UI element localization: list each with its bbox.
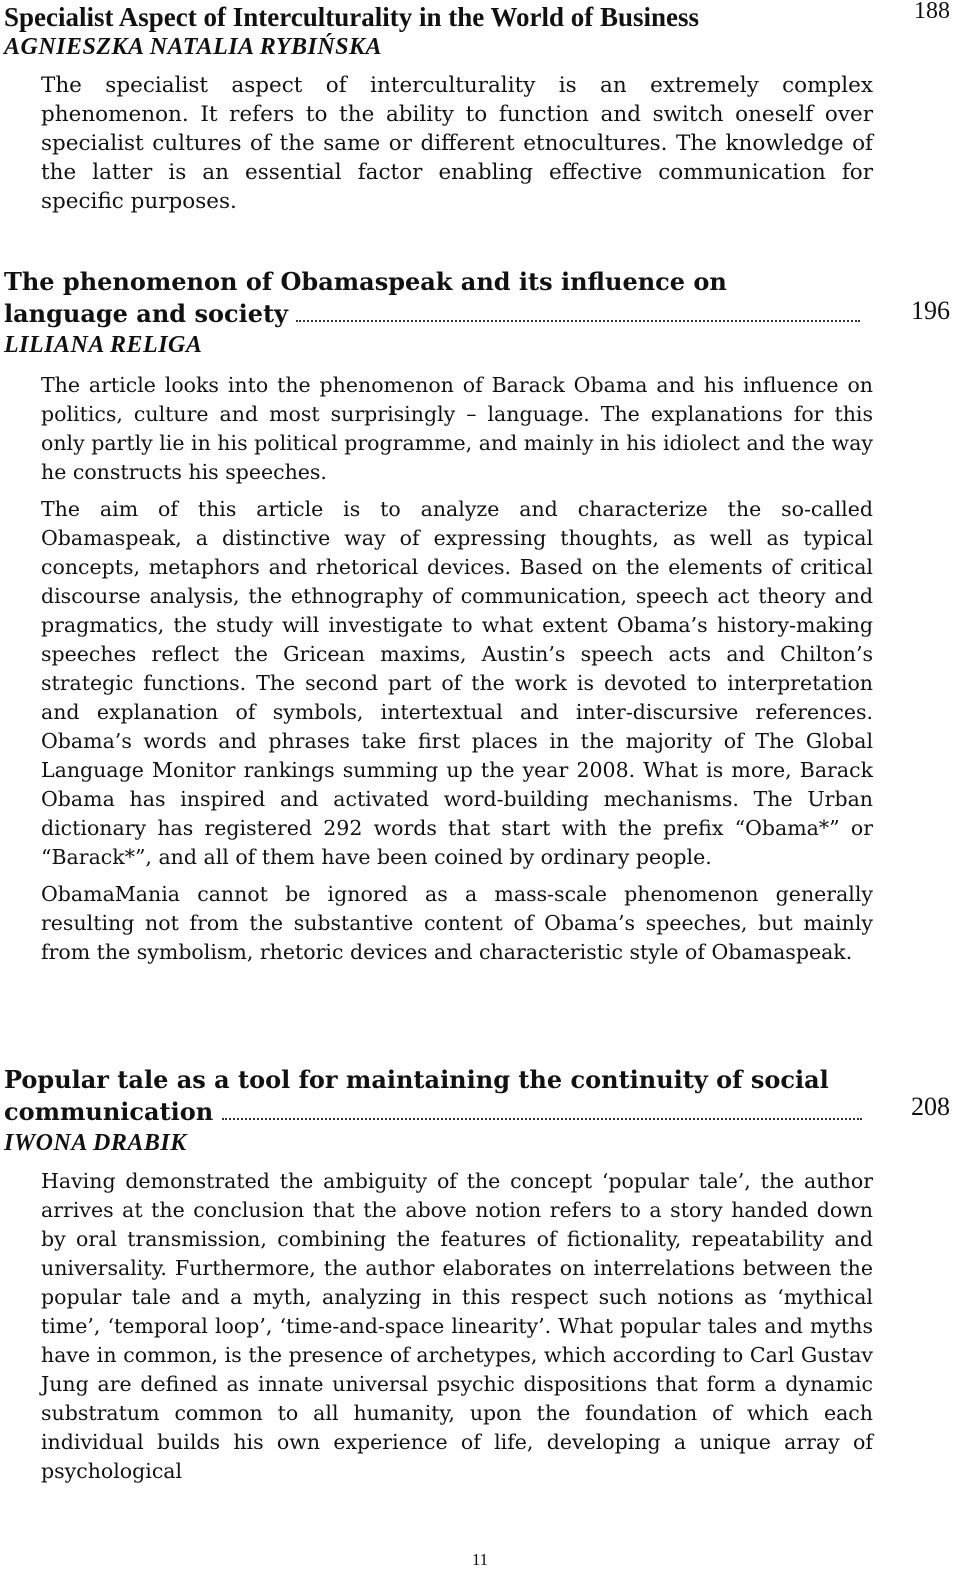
entry-author: IWONA DRABIK xyxy=(4,1130,187,1156)
toc-entry xyxy=(4,1064,960,1494)
entry-title-row xyxy=(4,0,960,34)
entry-title-line: language and society xyxy=(4,299,288,328)
dot-leader xyxy=(296,320,860,322)
abstract-paragraph: The aim of this article is to analyze and characterize the so-called Obamaspeak, a distinctive way of expressing thoughts, as well as typical concepts, metaphors and rhetorical devices. Based on the elements of critical discourse analysis, the ethnography of communication, speech act theory and pragmatics, the study will investigate to what extent Obama’s history-making speeches reflect the Gricean maxims, Austin’s speech acts and Chilton’s strategic functions. The second part of the work is devoted to interpretation and explanation of symbols, intertextual and inter-discursive references. Obama’s words and phrases take first places in the majority of The Global Language Monitor rankings summing up the year 2008. What is more, Barack Obama has inspired and activated word-building mechanisms. The Urban dictionary has registered 292 words that start with the prefix “Obama*” or “Barack*”, and all of them have been coined by ordinary people. xyxy=(41,497,873,869)
entry-page-number: 188 xyxy=(914,0,950,24)
page-footer-number: 11 xyxy=(471,1550,489,1569)
entry-title[interactable] xyxy=(4,266,876,330)
entry-title-row xyxy=(4,1064,960,1128)
entry-title-line: Popular tale as a tool for maintaining the continuity of social xyxy=(4,1065,829,1094)
entry-title-line: The phenomenon of Obamaspeak and its influence on xyxy=(4,267,727,296)
abstract-paragraph: Having demonstrated the ambiguity of the concept ‘popular tale’, the author arrives at the conclusion that the above notion refers to a story handed down by oral transmission, combining the features of fictionality, repeatability and universality. Furthermore, the author elaborates on interrelations between the popular tale and a myth, analyzing in this respect such notions as ‘mythical time’, ‘temporal loop’, ‘time-and-space linearity’. What popular tales and myths have in common, is the presence of archetypes, which according to Carl Gustav Jung are defined as innate universal psychic dispositions that form a dynamic substratum common to all humanity, upon the foundation of which each individual builds his own experience of life, developing a unique array of psychological xyxy=(41,1169,873,1483)
abstract-paragraph: The specialist aspect of interculturality is an extremely complex phenomenon. It refers to the ability to function and switch oneself over specialist cultures of the same or different etnocultures. The knowledge of the latter is an essential factor enabling effective communication for specific purposes. xyxy=(41,73,873,214)
entry-title[interactable]: Specialist Aspect of Interculturality in the World of Business xyxy=(4,2,700,32)
entry-page-number: 196 xyxy=(911,296,950,325)
toc-entry xyxy=(4,0,960,224)
entry-page-number: 208 xyxy=(911,1092,950,1121)
entry-author: LILIANA RELIGA xyxy=(4,332,203,358)
entry-title[interactable] xyxy=(4,1064,876,1128)
entry-title-line: communication xyxy=(4,1097,214,1126)
abstract-paragraph: ObamaMania cannot be ignored as a mass-scale phenomenon generally resulting not from the substantive content of Obama’s speeches, but mainly from the symbolism, rhetoric devices and characteristic style of Obamaspeak. xyxy=(41,882,873,964)
toc-entry xyxy=(4,266,960,975)
dot-leader xyxy=(222,1118,862,1120)
entry-abstract xyxy=(41,71,873,216)
entry-author: AGNIESZKA NATALIA RYBIŃSKA xyxy=(4,34,383,60)
entry-title-row xyxy=(4,266,960,330)
entry-abstract xyxy=(41,371,873,967)
abstract-paragraph: The article looks into the phenomenon of Barack Obama and his influence on politics, culture and most surprisingly – language. The explanations for this only partly lie in his political programme, and mainly in his idiolect and the way he constructs his speeches. xyxy=(41,373,873,484)
entry-abstract xyxy=(41,1167,873,1486)
